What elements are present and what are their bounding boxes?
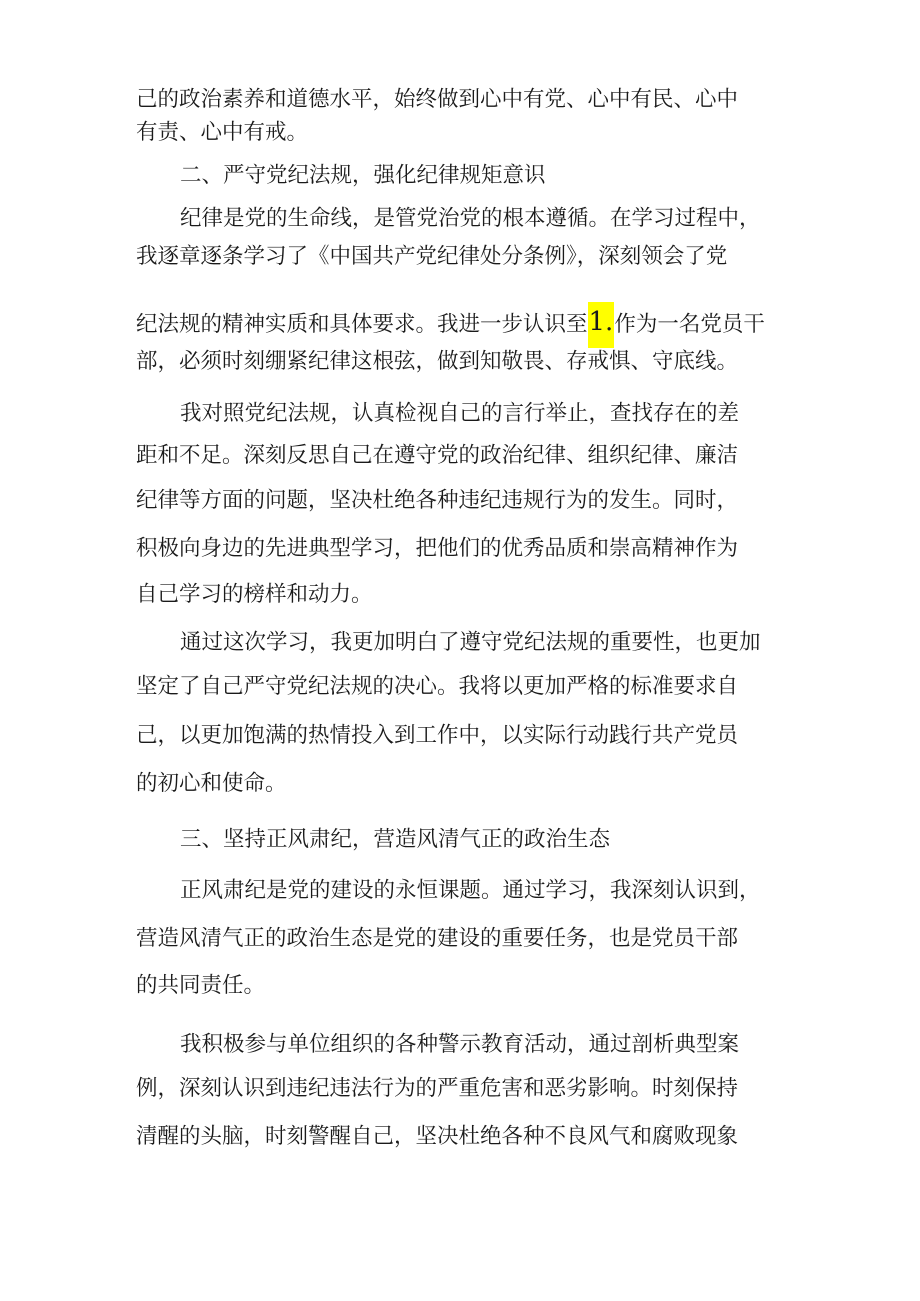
paragraph-line: 我逐章逐条学习了《中国共产党纪律处分条例》，深刻领会了党 <box>136 244 728 269</box>
paragraph-line: 自己学习的榜样和动力。 <box>136 582 373 607</box>
paragraph-line: 我对照党纪法规，认真检视自己的言行举止，查找存在的差 <box>180 401 740 426</box>
paragraph-line: 通过这次学习，我更加明白了遵守党纪法规的重要性，也更加 <box>180 630 761 655</box>
paragraph-line: 己的政治素养和道德水平，始终做到心中有党、心中有民、心中 <box>136 87 739 112</box>
section-heading: 二、严守党纪法规，强化纪律规矩意识 <box>180 163 546 188</box>
paragraph-line: 部，必须时刻绷紧纪律这根弦，做到知敬畏、存戒惧、守底线。 <box>136 349 739 374</box>
section-heading: 三、坚持正风肃纪，营造风清气正的政治生态 <box>180 827 611 852</box>
highlighted-text: 1. <box>588 302 615 348</box>
paragraph-line: 的初心和使命。 <box>136 771 287 796</box>
line-text-after-highlight: 作为一名党员干 <box>614 312 765 337</box>
paragraph-line: 的共同责任。 <box>136 973 266 998</box>
document-body <box>136 0 786 1301</box>
paragraph-line <box>136 302 765 337</box>
paragraph-line: 营造风清气正的政治生态是党的建设的重要任务，也是党员干部 <box>136 926 739 951</box>
paragraph-line: 清醒的头脑，时刻警醒自己，坚决杜绝各种不良风气和腐败现象 <box>136 1124 739 1149</box>
paragraph-line: 距和不足。深刻反思自己在遵守党的政治纪律、组织纪律、廉洁 <box>136 443 739 468</box>
paragraph-line: 积极向身边的先进典型学习，把他们的优秀品质和崇高精神作为 <box>136 536 739 561</box>
paragraph-line: 有责、心中有戒。 <box>136 120 309 145</box>
paragraph-line: 正风肃纪是党的建设的永恒课题。通过学习，我深刻认识到， <box>180 878 761 903</box>
paragraph-line: 我积极参与单位组织的各种警示教育活动，通过剖析典型案 <box>180 1032 740 1057</box>
paragraph-line: 纪律是党的生命线，是管党治党的根本遵循。在学习过程中， <box>180 206 761 231</box>
paragraph-line: 例，深刻认识到违纪违法行为的严重危害和恶劣影响。时刻保持 <box>136 1076 739 1101</box>
paragraph-line: 坚定了自己严守党纪法规的决心。我将以更加严格的标准要求自 <box>136 674 739 699</box>
paragraph-line: 己，以更加饱满的热情投入到工作中，以实际行动践行共产党员 <box>136 723 739 748</box>
line-text-before-highlight: 纪法规的精神实质和具体要求。我进一步认识至 <box>136 312 588 337</box>
paragraph-line: 纪律等方面的问题，坚决杜绝各种违纪违规行为的发生。同时， <box>136 488 739 513</box>
